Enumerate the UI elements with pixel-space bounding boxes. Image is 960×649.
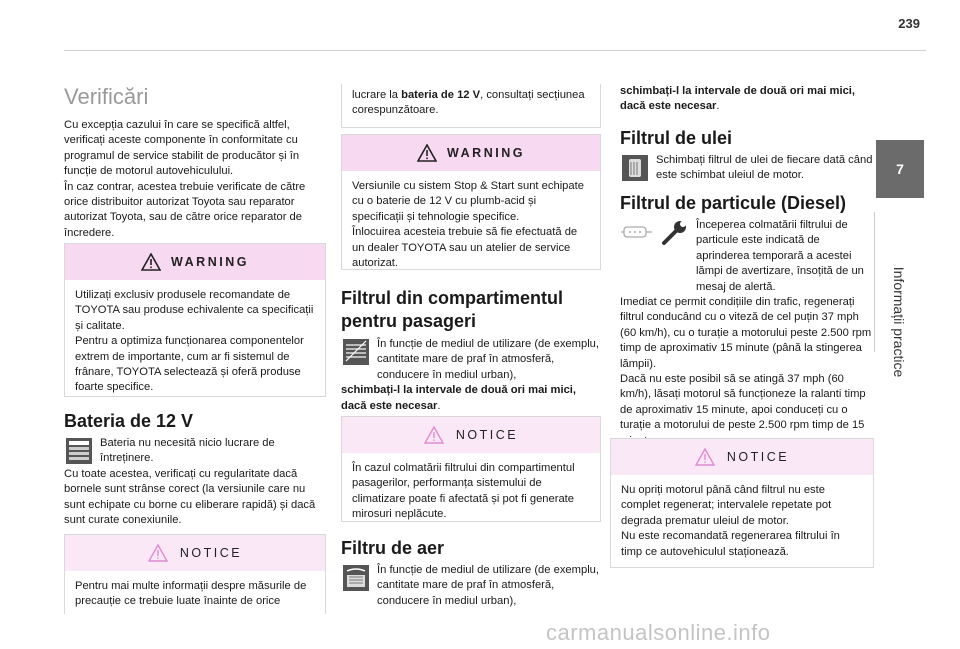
intro-text: Cu excepția cazului în care se specifică altfel, verificați aceste componente în conformitate cu programul de service stabilit de producător și în funcție de motorul autovehiculului. [64,119,300,178]
battery-warning-continued [341,84,601,128]
side-divider [874,212,875,352]
service-book-icon [64,436,94,466]
dpf-text-3: Dacă nu este posibil să se atingă 37 mph (60 km/h), lăsați motorul să funcționeze la ralanti timp de aproximativ 15 minute, apoi conduceți cu o turație a motorului de peste 2.500 rpm timp de 15 [620,373,866,432]
battery-text-2: Cu toate acestea, verificați cu regularitate dacă bornele sunt strânse corect (la versiunile care nu sunt echipate cu borne cu eliberare rapidă) și dacă sunt curate conexiunile. [64,467,316,527]
column-3-continued: schimbați-l la intervale de două ori mai mici, dacă este necesar. [620,85,856,113]
warning-text-2: Înlocuirea acesteia trebuie să fie efectuată de un dealer TOYOTA sau un atelier de service autorizat. [352,226,578,270]
continued-bold: bateria de 12 V [401,89,481,101]
chapter-tab[interactable]: 7 [876,140,924,198]
air-filter-heading: Filtru de aer [341,538,445,558]
continued-text: lucrare la [352,89,402,101]
continued-bold: schimbați-l la intervale de două ori mai mici, dacă este necesar [620,85,856,113]
notice-header [611,439,873,475]
battery-heading: Bateria de 12 V [64,411,194,431]
battery-section [64,410,326,528]
notice-title: NOTICE [179,546,243,560]
cabin-filter-bold: schimbați-l la intervale de două ori mai mici, dacă este necesar [341,384,577,412]
dpf-heading: Filtrul de particule (Diesel) [620,193,847,213]
notice-text: Nu opriți motorul până când filtrul nu este complet regenerat; intervalele repetate pot degrada prematur uleiul de motor. [621,484,832,527]
notice-box-1 [64,534,326,614]
chapter-title: Informații practice [891,266,907,378]
warning-box-1 [64,243,326,397]
column-1 [64,84,326,241]
oil-filter-heading: Filtrul de ulei [620,128,733,148]
warning-text: Utilizați exclusiv produsele recomandate de TOYOTA sau produse echivalente ca specificații și calitate. [75,289,314,332]
dpf-text-2: Imediat ce permit condițiile din trafic, regenerați filtrul conducând cu o viteză de cel puțin 37 mph (60 km/h), cu o turație a motorului peste 2.500 rpm timp de aproximativ 15 minute (până la stingerea lămpii). [620,296,872,370]
filter-service-icon [341,337,371,367]
cabin-filter-section: Filtrul din compartimentul pentru pasageri În funcție de mediul de utilizare (de exemplu, cantitate mare de praf în atmosferă, conducere în mediul urban), schimbați-l la intervale de două ori mai mici, dacă este necesar. [341,288,600,412]
dpf-warning-lamp-icon [620,218,654,246]
cabin-filter-heading: Filtrul din compartimentul pentru pasageri [341,288,564,331]
dpf-text: Începerea colmatării filtrului de particule este indicată de aprinderea temporară a acestei lămpi de avertizare, însoțită de un mesaj de alertă. [696,219,864,293]
intro-text-2: În caz contrar, acestea trebuie verificate de către orice distribuitor autorizat Toyota sau reparator autorizat Toyota, sau de către orice reparator de încredere. [64,180,306,239]
notice-text: În cazul colmatării filtrului din compartimentul pasagerilor, performanța sistemului de climatizare poate fi afectată și pot fi generate mirosuri neplăcute. [352,462,575,521]
oil-filter-text: Schimbați filtrul de ulei de fiecare dată când este schimbat uleiul de motor. [656,154,873,182]
notice-icon [148,544,168,562]
notice-box-3 [610,438,874,568]
oil-filter-section [620,127,874,184]
header-divider [64,50,926,51]
notice-text-2: Nu este recomandată regenerarea filtrului în timp ce autovehiculul staționează. [621,530,840,558]
warning-icon [141,253,161,271]
warning-header [342,135,600,171]
notice-icon [424,426,444,444]
warning-icon [417,144,437,162]
wrench-icon [660,218,690,246]
warning-header [65,244,325,280]
air-filter-text: În funcție de mediul de utilizare (de exemplu, cantitate mare de praf în atmosferă, conducere în mediul urban), [377,564,600,607]
notice-title: NOTICE [455,428,519,442]
notice-icon [695,448,715,466]
notice-box-2 [341,416,601,522]
section-heading: Verificări [64,84,149,109]
oil-filter-icon [620,153,650,183]
battery-text: Bateria nu necesită nicio lucrare de întreținere. [100,437,275,465]
warning-title: WARNING [447,146,525,160]
warning-text-2: Pentru a optimiza funcționarea componentelor extrem de importante, cum ar fi sistemul de frânare, TOYOTA selectează și oferă produse foarte specifice. [75,335,304,394]
watermark: carmanualsonline.info [546,620,771,645]
dpf-section [620,192,874,449]
notice-title: NOTICE [726,450,790,464]
cabin-filter-text: În funcție de mediul de utilizare (de exemplu, cantitate mare de praf în atmosferă, conducere în mediul urban), [377,338,600,381]
notice-text: Pentru mai multe informații despre măsurile de precauție ce trebuie luate înainte de orice [75,580,307,608]
warning-text: Versiunile cu sistem Stop & Start sunt echipate cu o baterie de 12 V cu plumb-acid și specificații și tehnologie specifice. [352,180,584,223]
air-filter-icon [341,563,371,593]
notice-header [65,535,325,571]
notice-header [342,417,600,453]
air-filter-section [341,537,601,609]
continued-suffix: , consultați secțiunea corespunzătoare. [352,89,585,117]
warning-title: WARNING [171,255,249,269]
warning-box-2 [341,134,601,270]
page-number: 239 [898,16,920,31]
